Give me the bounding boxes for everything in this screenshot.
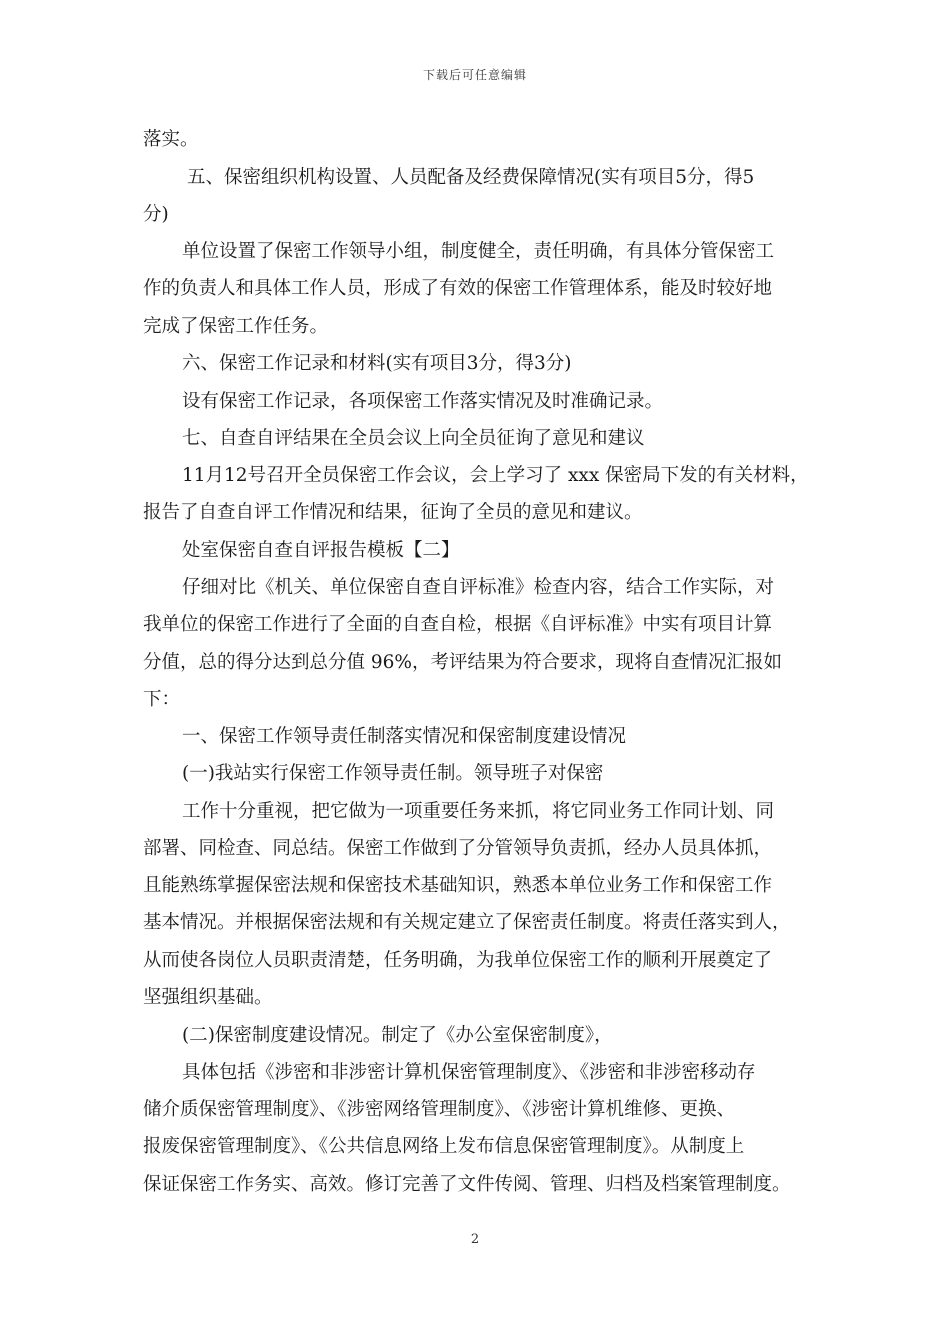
body-line: 完成了保密工作任务。 [143,316,329,337]
body-line: 工作十分重视，把它做为一项重要任务来抓，将它同业务工作同计划、同 [182,801,775,822]
section-heading: 七、自查自评结果在全员会议上向全员征询了意见和建议 [182,428,645,449]
body-line: 落实。 [143,129,199,150]
body-line: 坚强组织基础。 [143,987,273,1008]
body-line: 保证保密工作务实、高效。修订完善了文件传阅、管理、归档及档案管理制度。 [143,1174,791,1195]
body-line: (二)保密制度建设情况。制定了《办公室保密制度》， [182,1025,613,1046]
body-line: 具体包括《涉密和非涉密计算机保密管理制度》、《涉密和非涉密移动存 [182,1062,756,1083]
body-line: 单位设置了保密工作领导小组，制度健全，责任明确，有具体分管保密工 [182,241,775,262]
body-line: (一)我站实行保密工作领导责任制。领导班子对保密 [182,763,604,784]
body-line: 仔细对比《机关、单位保密自查自评标准》检查内容，结合工作实际，对 [182,577,775,598]
body-line: 分) [143,204,169,225]
body-line: 11月12号召开全员保密工作会议，会上学习了 xxx 保密局下发的有关材料， [182,465,809,486]
section-heading: 六、保密工作记录和材料(实有项目3分，得3分) [182,353,572,374]
section-heading: 五、保密组织机构设置、人员配备及经费保障情况(实有项目5分，得5 [187,167,755,188]
body-line: 作的负责人和具体工作人员，形成了有效的保密工作管理体系，能及时较好地 [143,278,773,299]
body-line: 且能熟练掌握保密法规和保密技术基础知识，熟悉本单位业务工作和保密工作 [143,875,773,896]
section-heading: 处室保密自查自评报告模板【二】 [182,540,460,561]
section-heading: 一、保密工作领导责任制落实情况和保密制度建设情况 [182,726,627,747]
body-line: 报告了自查自评工作情况和结果，征询了全员的意见和建议。 [143,502,643,523]
body-line: 基本情况。并根据保密法规和有关规定建立了保密责任制度。将责任落实到人， [143,912,791,933]
body-line: 我单位的保密工作进行了全面的自查自检，根据《自评标准》中实有项目计算 [143,614,773,635]
page-number: 2 [470,1232,480,1247]
body-line: 下： [143,689,181,710]
body-line: 从而使各岗位人员职责清楚，任务明确，为我单位保密工作的顺利开展奠定了 [143,950,773,971]
body-line: 分值，总的得分达到总分值 96%，考评结果为符合要求，现将自查情况汇报如 [143,652,783,673]
body-line: 储介质保密管理制度》、《涉密网络管理制度》、《涉密计算机维修、更换、 [143,1099,736,1120]
body-line: 部署、同检查、同总结。保密工作做到了分管领导负责抓，经办人员具体抓， [143,838,773,859]
body-line: 设有保密工作记录，各项保密工作落实情况及时准确记录。 [182,391,664,412]
page-header: 下载后可任意编辑 [422,68,527,82]
body-line: 报废保密管理制度》、《公共信息网络上发布信息保密管理制度》。从制度上 [143,1136,745,1157]
